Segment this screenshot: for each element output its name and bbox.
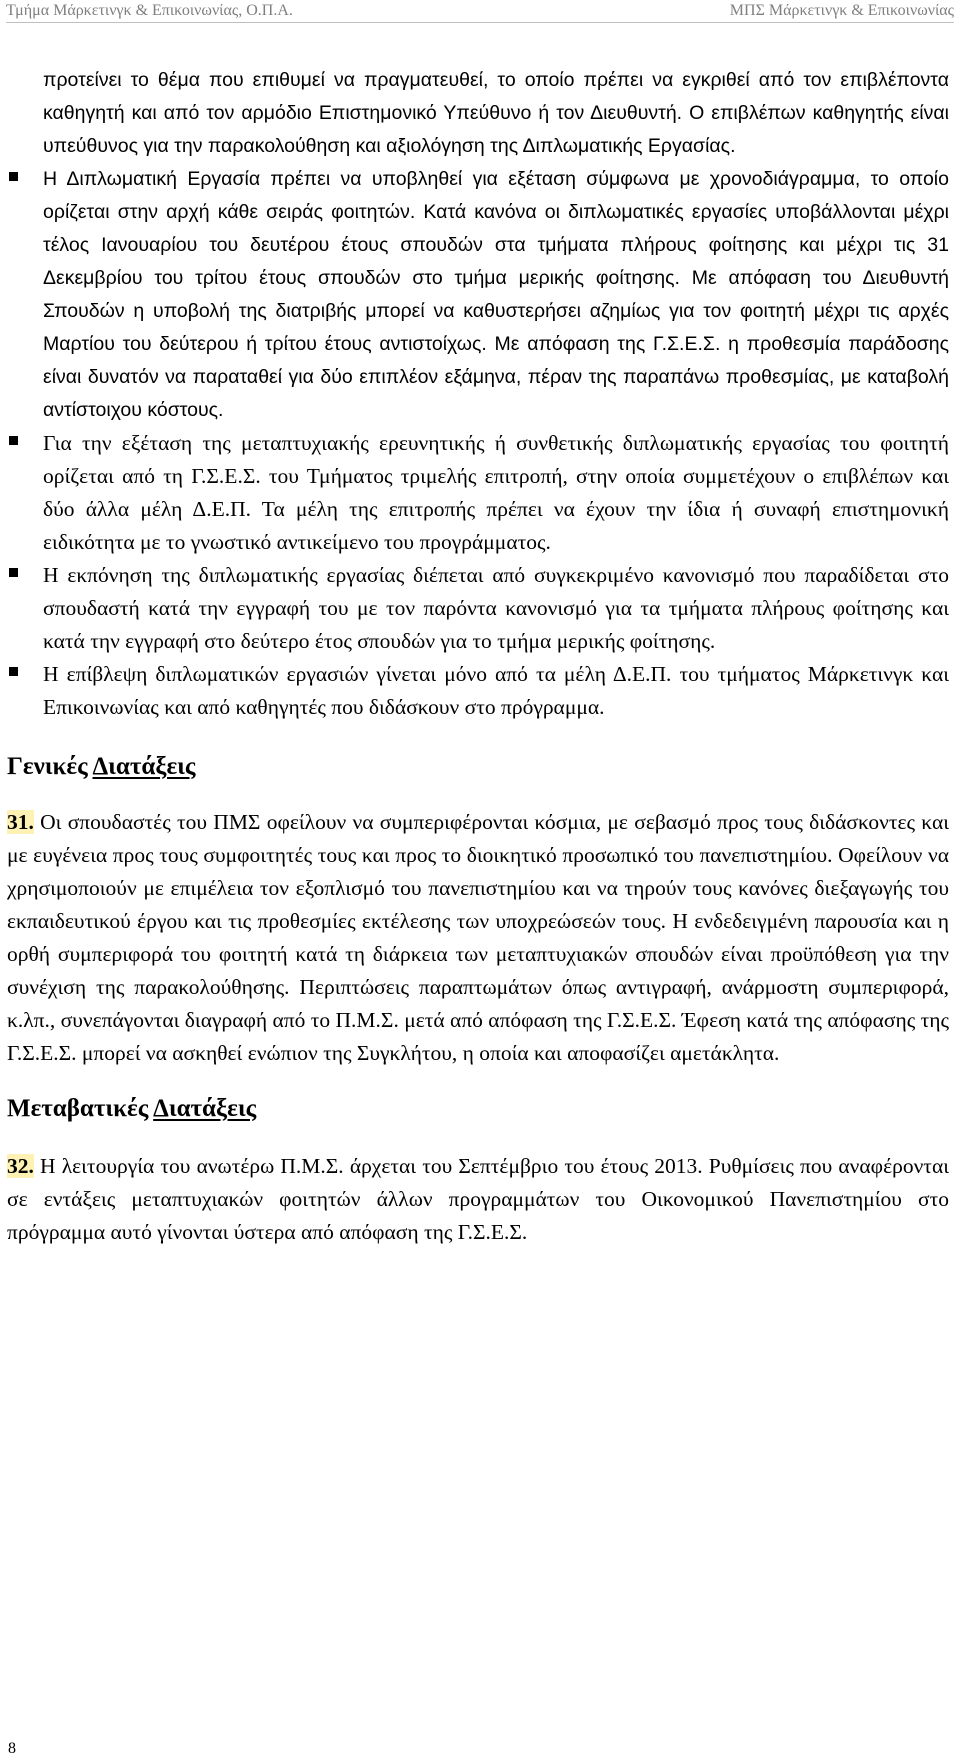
article-number: 32. [7,1154,34,1178]
bullet-item [7,658,949,724]
header-left-text: Τμήμα Μάρκετινγκ & Επικοινωνίας, Ο.Π.Α. [6,2,293,19]
bullet-item [7,163,949,427]
article-number: 31. [7,810,34,834]
square-bullet-icon [9,568,18,577]
page-header [6,0,954,22]
header-right-text: ΜΠΣ Μάρκετινγκ & Επικοινωνίας [729,2,954,19]
bullet-item [7,559,949,658]
continuation-paragraph: προτείνει το θέμα που επιθυμεί να πραγματευθεί, το οποίο πρέπει να εγκριθεί από τον επιβλέποντα καθηγητή και από τον αρμόδιο Επιστημονικό Υπεύθυνο ή τον Διευθυντή. Ο επιβλέπων καθηγητής είναι υπεύθυνος για την παρακολούθηση και αξιολόγηση της Διπλωματικής Εργασίας. [43,69,949,157]
square-bullet-icon [9,172,18,181]
page-number: 8 [8,1740,16,1757]
article-32 [7,1150,949,1249]
square-bullet-icon [9,667,18,676]
square-bullet-icon [9,436,18,445]
section-heading-general [7,750,949,784]
bullet-text: Η επίβλεψη διπλωματικών εργασιών γίνεται μόνο από τα μέλη Δ.Ε.Π. του τμήματος Μάρκετινγκ και Επικοινωνίας και από καθηγητές που διδάσκουν στο πρόγραμμα. [43,662,949,719]
article-31 [7,806,949,1070]
heading-underlined-text: Διατάξεις [153,1095,257,1122]
heading-text: Μεταβατικές [7,1095,154,1122]
article-text: Οι σπουδαστές του ΠΜΣ οφείλουν να συμπεριφέρονται κόσμια, με σεβασμό προς τους διδάσκοντες και με ευγένεια προς τους συμφοιτητές τους και προς το διοικητικό προσωπικό του πανεπιστημίου. Οφείλουν να χρησιμοποιούν με επιμέλεια τον εξοπλισμό του πανεπιστημίου και να τηρούν τους κανόνες διεξαγωγής του εκπαιδευτικού έργου και τις προθεσμίες εκτέλεσης των υποχρεώσεών τους. Η ενδεδειγμένη παρουσία και η ορθή συμπεριφορά του φοιτητή κατά τη διάρκεια των μεταπτυχιακών σπουδών είναι προϋπόθεση για την συνέχιση της παρακολούθησης. Περιπτώσεις παραπτωμάτων όπως αντιγραφή, ανάρμοστη συμπεριφορά, κ.λπ., συνεπάγονται διαγραφή από το Π.Μ.Σ. μετά από απόφαση της Γ.Σ.Ε.Σ. Έφεση κατά της απόφασης της Γ.Σ.Ε.Σ. μπορεί να ασκηθεί ενώπιον της Συγκλήτου, η οποία και αποφασίζει αμετάκλητα. [7,810,949,1065]
bullet-text: Η Διπλωματική Εργασία πρέπει να υποβληθεί για εξέταση σύμφωνα με χρονοδιάγραμμα, το οποίο ορίζεται στην αρχή κάθε σειράς φοιτητών. Κατά κανόνα οι διπλωματικές εργασίες υποβάλλονται μέχρι τέλος Ιανουαρίου του δευτέρου έτους σπουδών στα τμήματα πλήρους φοίτησης και μέχρι τις 31 Δεκεμβρίου του τρίτου έτους σπουδών στο τμήμα μερικής φοίτησης. Με απόφαση του Διευθυντή Σπουδών η υποβολή της διατριβής μπορεί να καθυστερήσει αζημίως για τον φοιτητή μέχρι τις αρχές Μαρτίου του δεύτερου ή τρίτου έτους αντιστοίχως. Με απόφαση της Γ.Σ.Ε.Σ. η προθεσμία παράδοσης είναι δυνατόν να παραταθεί για δύο επιπλέον εξάμηνα, πέραν της παραπάνω προθεσμίας, με καταβολή αντίστοιχου κόστους. [43,168,949,421]
bullet-text: Η εκπόνηση της διπλωματικής εργασίας διέπεται από συγκεκριμένο κανονισμό που παραδίδεται στο σπουδαστή κατά την εγγραφή του με τον παρόντα κανονισμό για τα τμήματα πλήρους φοίτησης και κατά την εγγραφή στο δεύτερο έτος σπουδών για το τμήμα μερικής φοίτησης. [43,563,949,653]
section-heading-transitional [7,1092,949,1126]
heading-underlined-text: Διατάξεις [92,753,196,780]
header-rule [6,22,954,23]
heading-text: Γενικές [7,753,93,780]
document-body [7,64,949,1249]
bullet-list [7,163,949,724]
bullet-text: Για την εξέταση της μεταπτυχιακής ερευνητικής ή συνθετικής διπλωματικής εργασίας του φοιτητή ορίζεται από τη Γ.Σ.Ε.Σ. του Τμήματος τριμελής επιτροπή, στην οποία συμμετέχουν ο επιβλέπων και δύο άλλα μέλη Δ.Ε.Π. Τα μέλη της επιτροπής πρέπει να έχουν την ίδια ή συναφή επιστημονική ειδικότητα με το γνωστικό αντικείμενο του προγράμματος. [43,431,949,554]
article-text: Η λειτουργία του ανωτέρω Π.Μ.Σ. άρχεται του Σεπτέμβριο του έτους 2013. Ρυθμίσεις που αναφέρονται σε εντάξεις μεταπτυχιακών φοιτητών άλλων προγραμμάτων του Οικονομικού Πανεπιστημίου στο πρόγραμμα αυτό γίνονται ύστερα από απόφαση της Γ.Σ.Ε.Σ. [7,1154,949,1244]
bullet-item [7,427,949,559]
